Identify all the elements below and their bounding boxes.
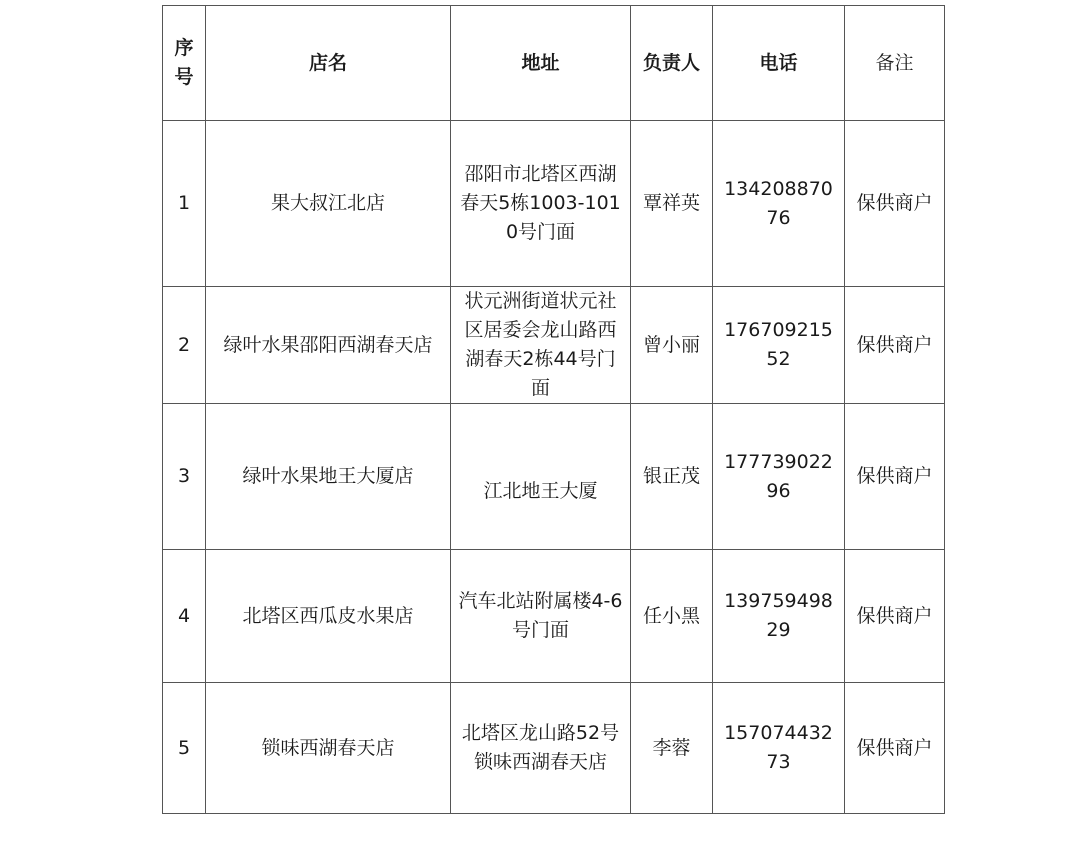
header-name: 店名: [206, 6, 451, 121]
header-note: 备注: [845, 6, 945, 121]
cell-note: 保供商户: [845, 121, 945, 287]
cell-manager: 银正茂: [631, 404, 713, 550]
cell-phone: 17670921552: [713, 287, 845, 404]
cell-seq: 5: [163, 683, 206, 814]
cell-note: 保供商户: [845, 404, 945, 550]
cell-seq: 1: [163, 121, 206, 287]
cell-manager: 任小黑: [631, 550, 713, 683]
table-header-row: [163, 6, 945, 121]
cell-seq: 2: [163, 287, 206, 404]
cell-note: 保供商户: [845, 550, 945, 683]
cell-address: 江北地王大厦: [451, 404, 631, 550]
table-row: [163, 404, 945, 550]
cell-phone: 13975949829: [713, 550, 845, 683]
cell-address: 北塔区龙山路52号锁味西湖春天店: [451, 683, 631, 814]
cell-phone: 15707443273: [713, 683, 845, 814]
cell-address: 邵阳市北塔区西湖春天5栋1003-1010号门面: [451, 121, 631, 287]
cell-name: 锁味西湖春天店: [206, 683, 451, 814]
table-row: [163, 550, 945, 683]
cell-seq: 3: [163, 404, 206, 550]
cell-phone: 13420887076: [713, 121, 845, 287]
cell-note: 保供商户: [845, 287, 945, 404]
cell-manager: 曾小丽: [631, 287, 713, 404]
table-row: [163, 287, 945, 404]
cell-phone: 17773902296: [713, 404, 845, 550]
header-address: 地址: [451, 6, 631, 121]
cell-name: 绿叶水果邵阳西湖春天店: [206, 287, 451, 404]
cell-manager: 覃祥英: [631, 121, 713, 287]
cell-name: 果大叔江北店: [206, 121, 451, 287]
cell-note: 保供商户: [845, 683, 945, 814]
cell-manager: 李蓉: [631, 683, 713, 814]
cell-address: 状元洲街道状元社区居委会龙山路西湖春天2栋44号门面: [451, 287, 631, 404]
cell-address: 汽车北站附属楼4-6号门面: [451, 550, 631, 683]
header-phone: 电话: [713, 6, 845, 121]
store-table: [162, 5, 945, 814]
cell-name: 绿叶水果地王大厦店: [206, 404, 451, 550]
header-manager: 负责人: [631, 6, 713, 121]
table-row: [163, 121, 945, 287]
cell-seq: 4: [163, 550, 206, 683]
cell-name: 北塔区西瓜皮水果店: [206, 550, 451, 683]
header-seq: 序号: [163, 6, 206, 121]
table-row: [163, 683, 945, 814]
